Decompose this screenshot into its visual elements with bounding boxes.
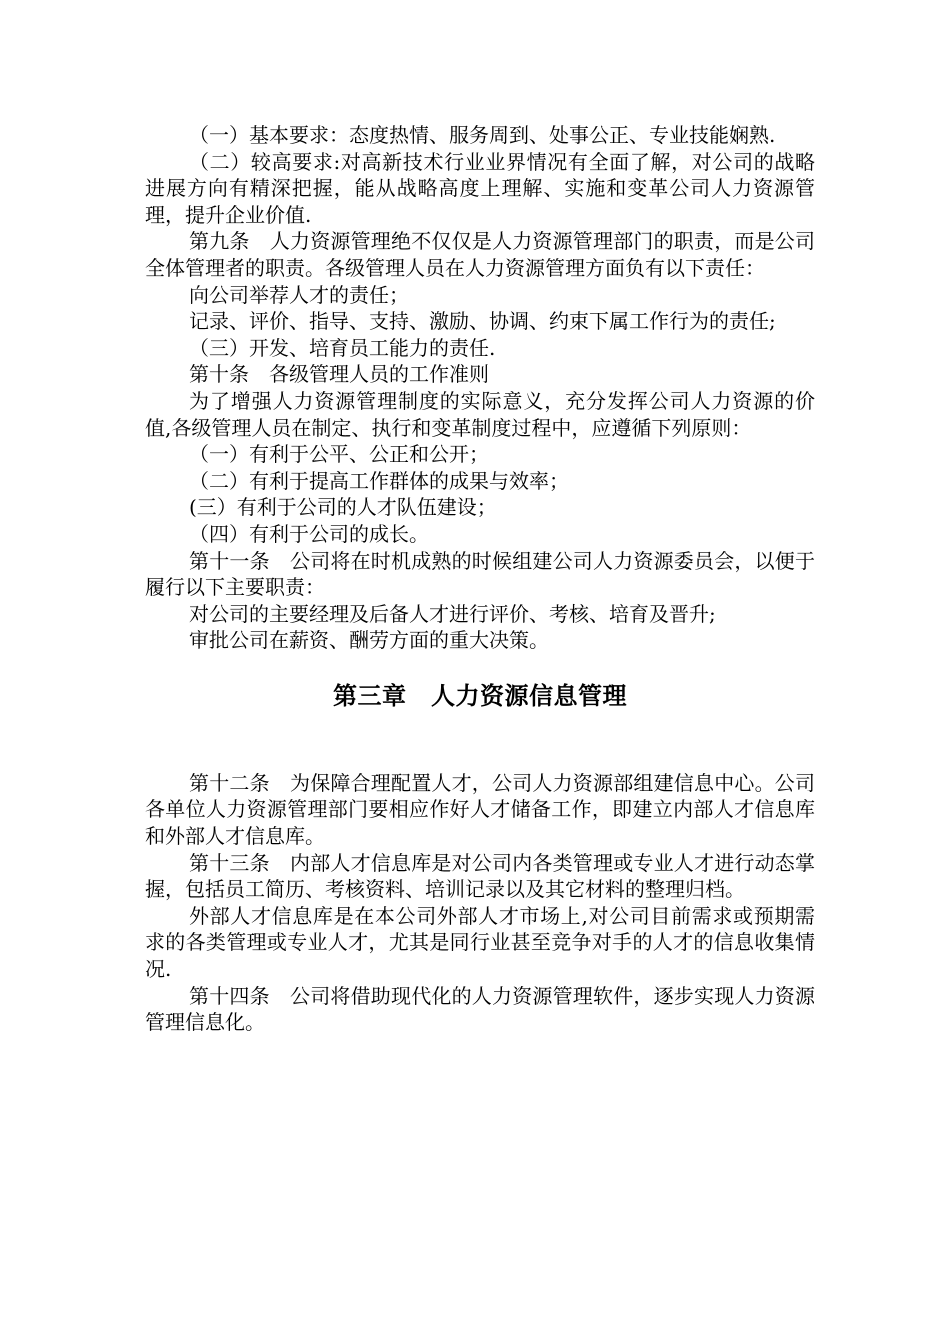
paragraph: （一）基本要求：态度热情、服务周到、处事公正、专业技能娴熟. — [189, 123, 776, 147]
paragraph: 第十四条 公司将借助现代化的人力资源管理软件，逐步实现人力资源管理信息化。 — [145, 983, 815, 1035]
document-page — [145, 122, 815, 1036]
chapter-heading: 第三章 人力资源信息管理 — [333, 681, 627, 710]
paragraph: 向公司举荐人才的责任； — [189, 282, 409, 307]
paragraph: 记录、评价、指导、支持、激励、协调、约束下属工作行为的责任; — [189, 309, 776, 334]
paragraph: 外部人才信息库是在本公司外部人才市场上,对公司目前需求或预期需求的各类管理或专业人才，尤其是同行业甚至竞争对手的人才的信息收集情况. — [145, 903, 815, 982]
paragraph: 第十三条 内部人才信息库是对公司内各类管理或专业人才进行动态掌握，包括员工简历、考核资料、培训记录以及其它材料的整理归档。 — [145, 850, 815, 902]
paragraph: 审批公司在薪资、酬劳方面的重大决策。 — [189, 628, 549, 653]
paragraph: （二）有利于提高工作群体的成果与效率； — [189, 468, 569, 493]
paragraph: （一）有利于公平、公正和公开； — [189, 442, 489, 467]
paragraph: 第十条 各级管理人员的工作准则 — [189, 362, 489, 387]
paragraph: 对公司的主要经理及后备人才进行评价、考核、培育及晋升; — [189, 601, 716, 626]
paragraph: （三）开发、培育员工能力的责任. — [189, 335, 496, 360]
paragraph: （二）较高要求:对高新技术行业业界情况有全面了解，对公司的战略进展方向有精深把握，能从战略高度上理解、实施和变革公司人力资源管理，提升企业价值. — [145, 149, 815, 227]
paragraph: (三）有利于公司的人才队伍建设； — [189, 495, 497, 520]
paragraph: 第十二条 为保障合理配置人才，公司人力资源部组建信息中心。公司各单位人力资源管理部门要相应作好人才储备工作，即建立内部人才信息库和外部人才信息库。 — [145, 770, 815, 849]
paragraph: 第十一条 公司将在时机成熟的时候组建公司人力资源委员会，以便于履行以下主要职责： — [145, 548, 815, 600]
paragraph: （四）有利于公司的成长。 — [189, 521, 429, 546]
paragraph: 为了增强人力资源管理制度的实际意义，充分发挥公司人力资源的价值,各级管理人员在制定、执行和变革制度过程中，应遵循下列原则： — [145, 388, 815, 440]
paragraph: 第九条 人力资源管理绝不仅仅是人力资源管理部门的职责，而是公司全体管理者的职责。各级管理人员在人力资源管理方面负有以下责任： — [145, 229, 815, 280]
